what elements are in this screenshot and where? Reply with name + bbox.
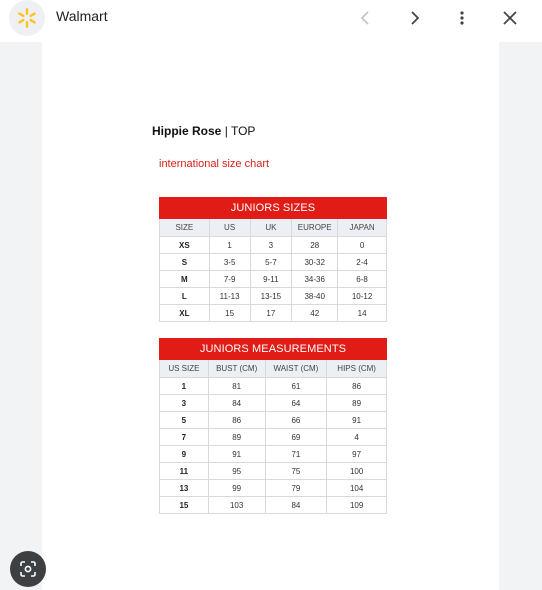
table-cell: 61	[265, 378, 327, 395]
table-header-row	[160, 219, 387, 237]
table-row	[160, 446, 387, 463]
close-icon	[502, 10, 518, 26]
juniors-sizes-table	[159, 197, 387, 322]
table-cell: 75	[265, 463, 327, 480]
table-row	[160, 412, 387, 429]
table-cell: 104	[327, 480, 387, 497]
table-cell: 30-32	[292, 254, 338, 271]
table-cell: 89	[327, 395, 387, 412]
table-cell: 79	[265, 480, 327, 497]
table-cell: 69	[265, 429, 327, 446]
column-header: HIPS (CM)	[327, 360, 387, 378]
next-image-button[interactable]	[400, 4, 428, 32]
lens-search-button[interactable]	[10, 551, 46, 587]
table-cell: M	[160, 271, 210, 288]
table-cell: 15	[209, 305, 250, 322]
table-cell: 17	[250, 305, 292, 322]
column-header: BUST (CM)	[208, 360, 265, 378]
more-options-button[interactable]	[448, 4, 476, 32]
table-cell: 9-11	[250, 271, 292, 288]
more-vert-icon	[454, 10, 470, 26]
table-cell: 66	[265, 412, 327, 429]
table-cell: 13	[160, 480, 209, 497]
table-cell: 11-13	[209, 288, 250, 305]
table-cell: 81	[208, 378, 265, 395]
column-header: EUROPE	[292, 219, 338, 237]
juniors-measurements-table	[159, 338, 387, 514]
table-row	[160, 305, 387, 322]
table-cell: 3-5	[209, 254, 250, 271]
table-cell: 3	[250, 237, 292, 254]
table-cell: 71	[265, 446, 327, 463]
chevron-right-icon	[406, 10, 422, 26]
table-row	[160, 237, 387, 254]
top-bar	[0, 0, 542, 36]
walmart-logo	[9, 0, 45, 36]
table-row	[160, 271, 387, 288]
table-cell: 109	[327, 497, 387, 514]
table-cell: 1	[209, 237, 250, 254]
table-cell: 10-12	[338, 288, 387, 305]
product-brand-line	[152, 124, 255, 138]
table-cell: 2-4	[338, 254, 387, 271]
table-cell: 15	[160, 497, 209, 514]
table-row	[160, 254, 387, 271]
table-cell: 99	[208, 480, 265, 497]
brand-separator: |	[224, 124, 228, 138]
table-cell: 103	[208, 497, 265, 514]
table-cell: 84	[208, 395, 265, 412]
previous-image-button[interactable]	[352, 4, 380, 32]
table-cell: S	[160, 254, 210, 271]
table-title: JUNIORS SIZES	[160, 198, 387, 219]
table-cell: XL	[160, 305, 210, 322]
table-cell: L	[160, 288, 210, 305]
table-cell: 13-15	[250, 288, 292, 305]
table-row	[160, 429, 387, 446]
table-cell: 42	[292, 305, 338, 322]
table-header-row	[160, 360, 387, 378]
table-cell: 3	[160, 395, 209, 412]
chevron-left-icon	[358, 10, 374, 26]
close-button[interactable]	[496, 4, 524, 32]
column-header: US SIZE	[160, 360, 209, 378]
column-header: SIZE	[160, 219, 210, 237]
product-category: TOP	[230, 124, 256, 138]
table-cell: 9	[160, 446, 209, 463]
table-cell: 7	[160, 429, 209, 446]
table-cell: 91	[208, 446, 265, 463]
table-cell: 28	[292, 237, 338, 254]
table-cell: 1	[160, 378, 209, 395]
table-cell: 64	[265, 395, 327, 412]
lens-icon	[19, 560, 37, 578]
column-header: US	[209, 219, 250, 237]
table-row	[160, 497, 387, 514]
table-row	[160, 288, 387, 305]
table-cell: 38-40	[292, 288, 338, 305]
table-cell: 5-7	[250, 254, 292, 271]
table-cell: 84	[265, 497, 327, 514]
table-cell: 11	[160, 463, 209, 480]
column-header: WAIST (CM)	[265, 360, 327, 378]
table-cell: 91	[327, 412, 387, 429]
table-cell: 14	[338, 305, 387, 322]
table-cell: 4	[327, 429, 387, 446]
table-cell: 95	[208, 463, 265, 480]
table-cell: 100	[327, 463, 387, 480]
table-cell: 6-8	[338, 271, 387, 288]
table-cell: 5	[160, 412, 209, 429]
table-cell: 7-9	[209, 271, 250, 288]
table-cell: 34-36	[292, 271, 338, 288]
walmart-spark-icon	[16, 7, 38, 29]
table-row	[160, 480, 387, 497]
table-row	[160, 378, 387, 395]
table-row	[160, 463, 387, 480]
table-cell: 89	[208, 429, 265, 446]
table-cell: 97	[327, 446, 387, 463]
table-cell: XS	[160, 237, 210, 254]
size-chart-subtitle: international size chart	[159, 158, 270, 170]
table-cell: 86	[327, 378, 387, 395]
table-title: JUNIORS MEASUREMENTS	[160, 339, 387, 360]
site-title: Walmart	[56, 8, 108, 24]
column-header: UK	[250, 219, 292, 237]
table-cell: 0	[338, 237, 387, 254]
column-header: JAPAN	[338, 219, 387, 237]
table-cell: 86	[208, 412, 265, 429]
table-row	[160, 395, 387, 412]
brand-name: Hippie Rose	[152, 124, 222, 138]
